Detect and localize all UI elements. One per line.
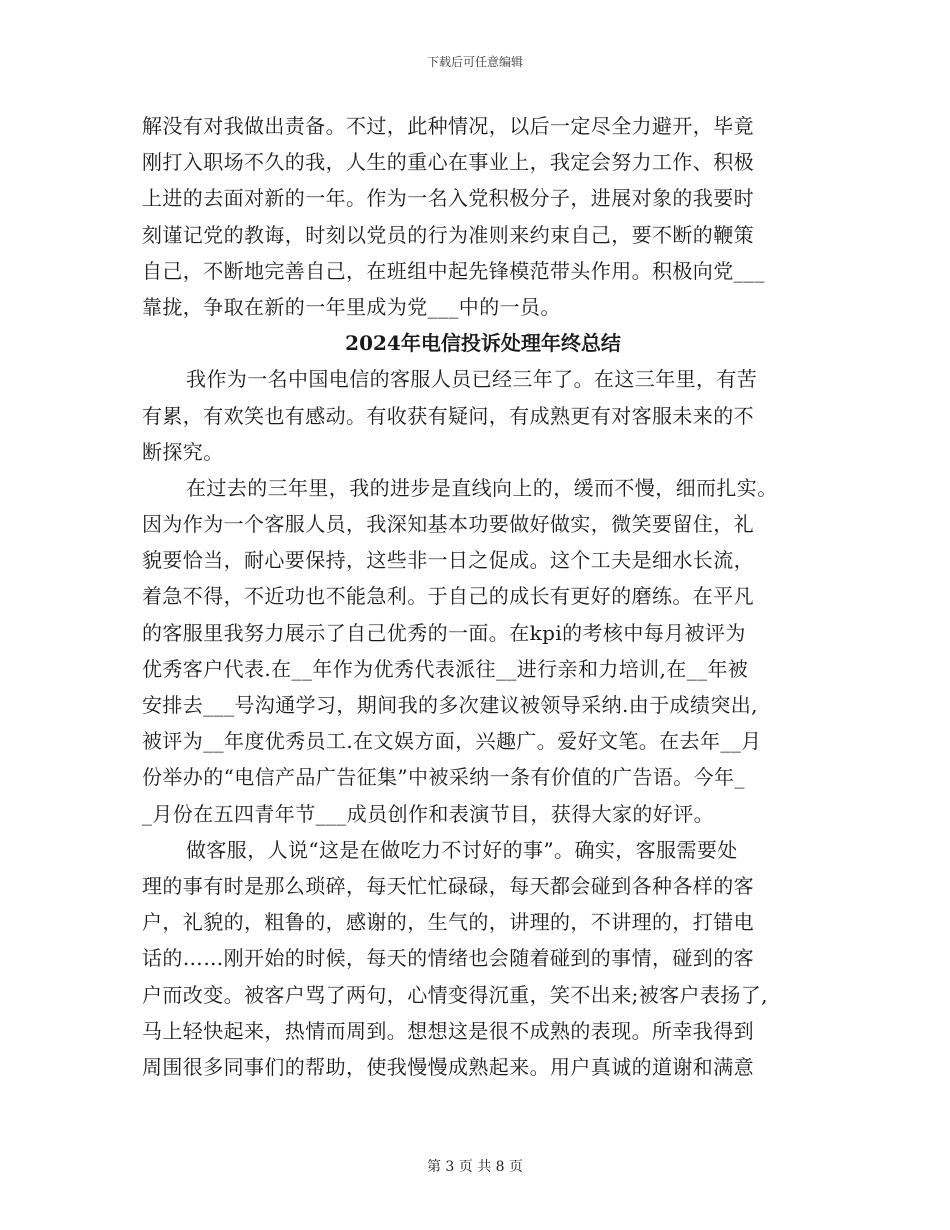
section-title: 2024年电信投诉处理年终总结 [345, 331, 621, 356]
body-line: 份举办的“电信产品广告征集”中被采纳一条有价值的广告语。今年_ [142, 765, 745, 790]
body-line: 的客服里我努力展示了自己优秀的一面。在kpi的考核中每月被评为 [142, 620, 746, 645]
body-line: 我作为一名中国电信的客服人员已经三年了。在这三年里，有苦 [186, 367, 758, 392]
document-body [142, 108, 810, 1085]
body-line: 刻谨记党的教诲，时刻以党员的行为准则来约束自己，要不断的鞭策 [142, 222, 754, 247]
body-line: 解没有对我做出责备。不过，此种情况，以后一定尽全力避开，毕竟 [142, 114, 754, 138]
body-line: 马上轻快起来，热情而周到。想想这是很不成熟的表现。所幸我得到 [142, 1018, 754, 1043]
body-line: 话的……刚开始的时候，每天的情绪也会随着碰到的事情，碰到的客 [142, 946, 754, 971]
page-footer: 第 3 页 共 8 页 [426, 1159, 524, 1175]
body-line: 上进的去面对新的一年。作为一名入党积极分子，进展对象的我要时 [142, 186, 754, 211]
body-line: 被评为__年度优秀员工.在文娱方面，兴趣广。爱好文笔。在去年__月 [142, 729, 762, 754]
body-line: 刚打入职场不久的我，人生的重心在事业上，我定会努力工作、积极 [142, 150, 754, 175]
body-line: 做客服，人说“这是在做吃力不讨好的事”。确实，客服需要处 [186, 837, 738, 862]
body-line: 有累，有欢笑也有感动。有收获有疑问，有成熟更有对客服未来的不 [142, 403, 754, 428]
body-line: 着急不得，不近功也不能急利。于自己的成长有更好的磨练。在平凡 [142, 584, 754, 609]
body-line: 因为作为一个客服人员，我深知基本功要做好做实，微笑要留住，礼 [142, 512, 754, 537]
body-line: 在过去的三年里，我的进步是直线向上的，缓而不慢，细而扎实。 [186, 475, 778, 500]
body-line: 貌要恰当，耐心要保持，这些非一日之促成。这个工夫是细水长流， [142, 548, 754, 573]
body-line: 户，礼貌的，粗鲁的，感谢的，生气的，讲理的，不讲理的，打错电 [142, 910, 754, 935]
body-line: _月份在五四青年节___成员创作和表演节目，获得大家的好评。 [142, 801, 714, 826]
body-line: 靠拢，争取在新的一年里成为党___中的一员。 [142, 294, 561, 319]
body-line: 断探究。 [142, 439, 224, 464]
body-line: 周围很多同事们的帮助，使我慢慢成熟起来。用户真诚的道谢和满意 [142, 1054, 754, 1079]
body-line: 自己，不断地完善自己，在班组中起先锋模范带头作用。积极向党___ [142, 258, 765, 283]
body-line: 安排去___号沟通学习，期间我的多次建议被领导采纳.由于成绩突出, [142, 693, 758, 717]
body-line: 理的事有时是那么琐碎，每天忙忙碌碌，每天都会碰到各种各样的客 [142, 873, 754, 898]
body-line: 优秀客户代表.在__年作为优秀代表派往__进行亲和力培训,在__年被 [142, 656, 749, 681]
body-line: 户而改变。被客户骂了两句，心情变得沉重，笑不出来;被客户表扬了, [142, 982, 768, 1007]
page-header: 下载后可任意编辑 [426, 55, 523, 69]
